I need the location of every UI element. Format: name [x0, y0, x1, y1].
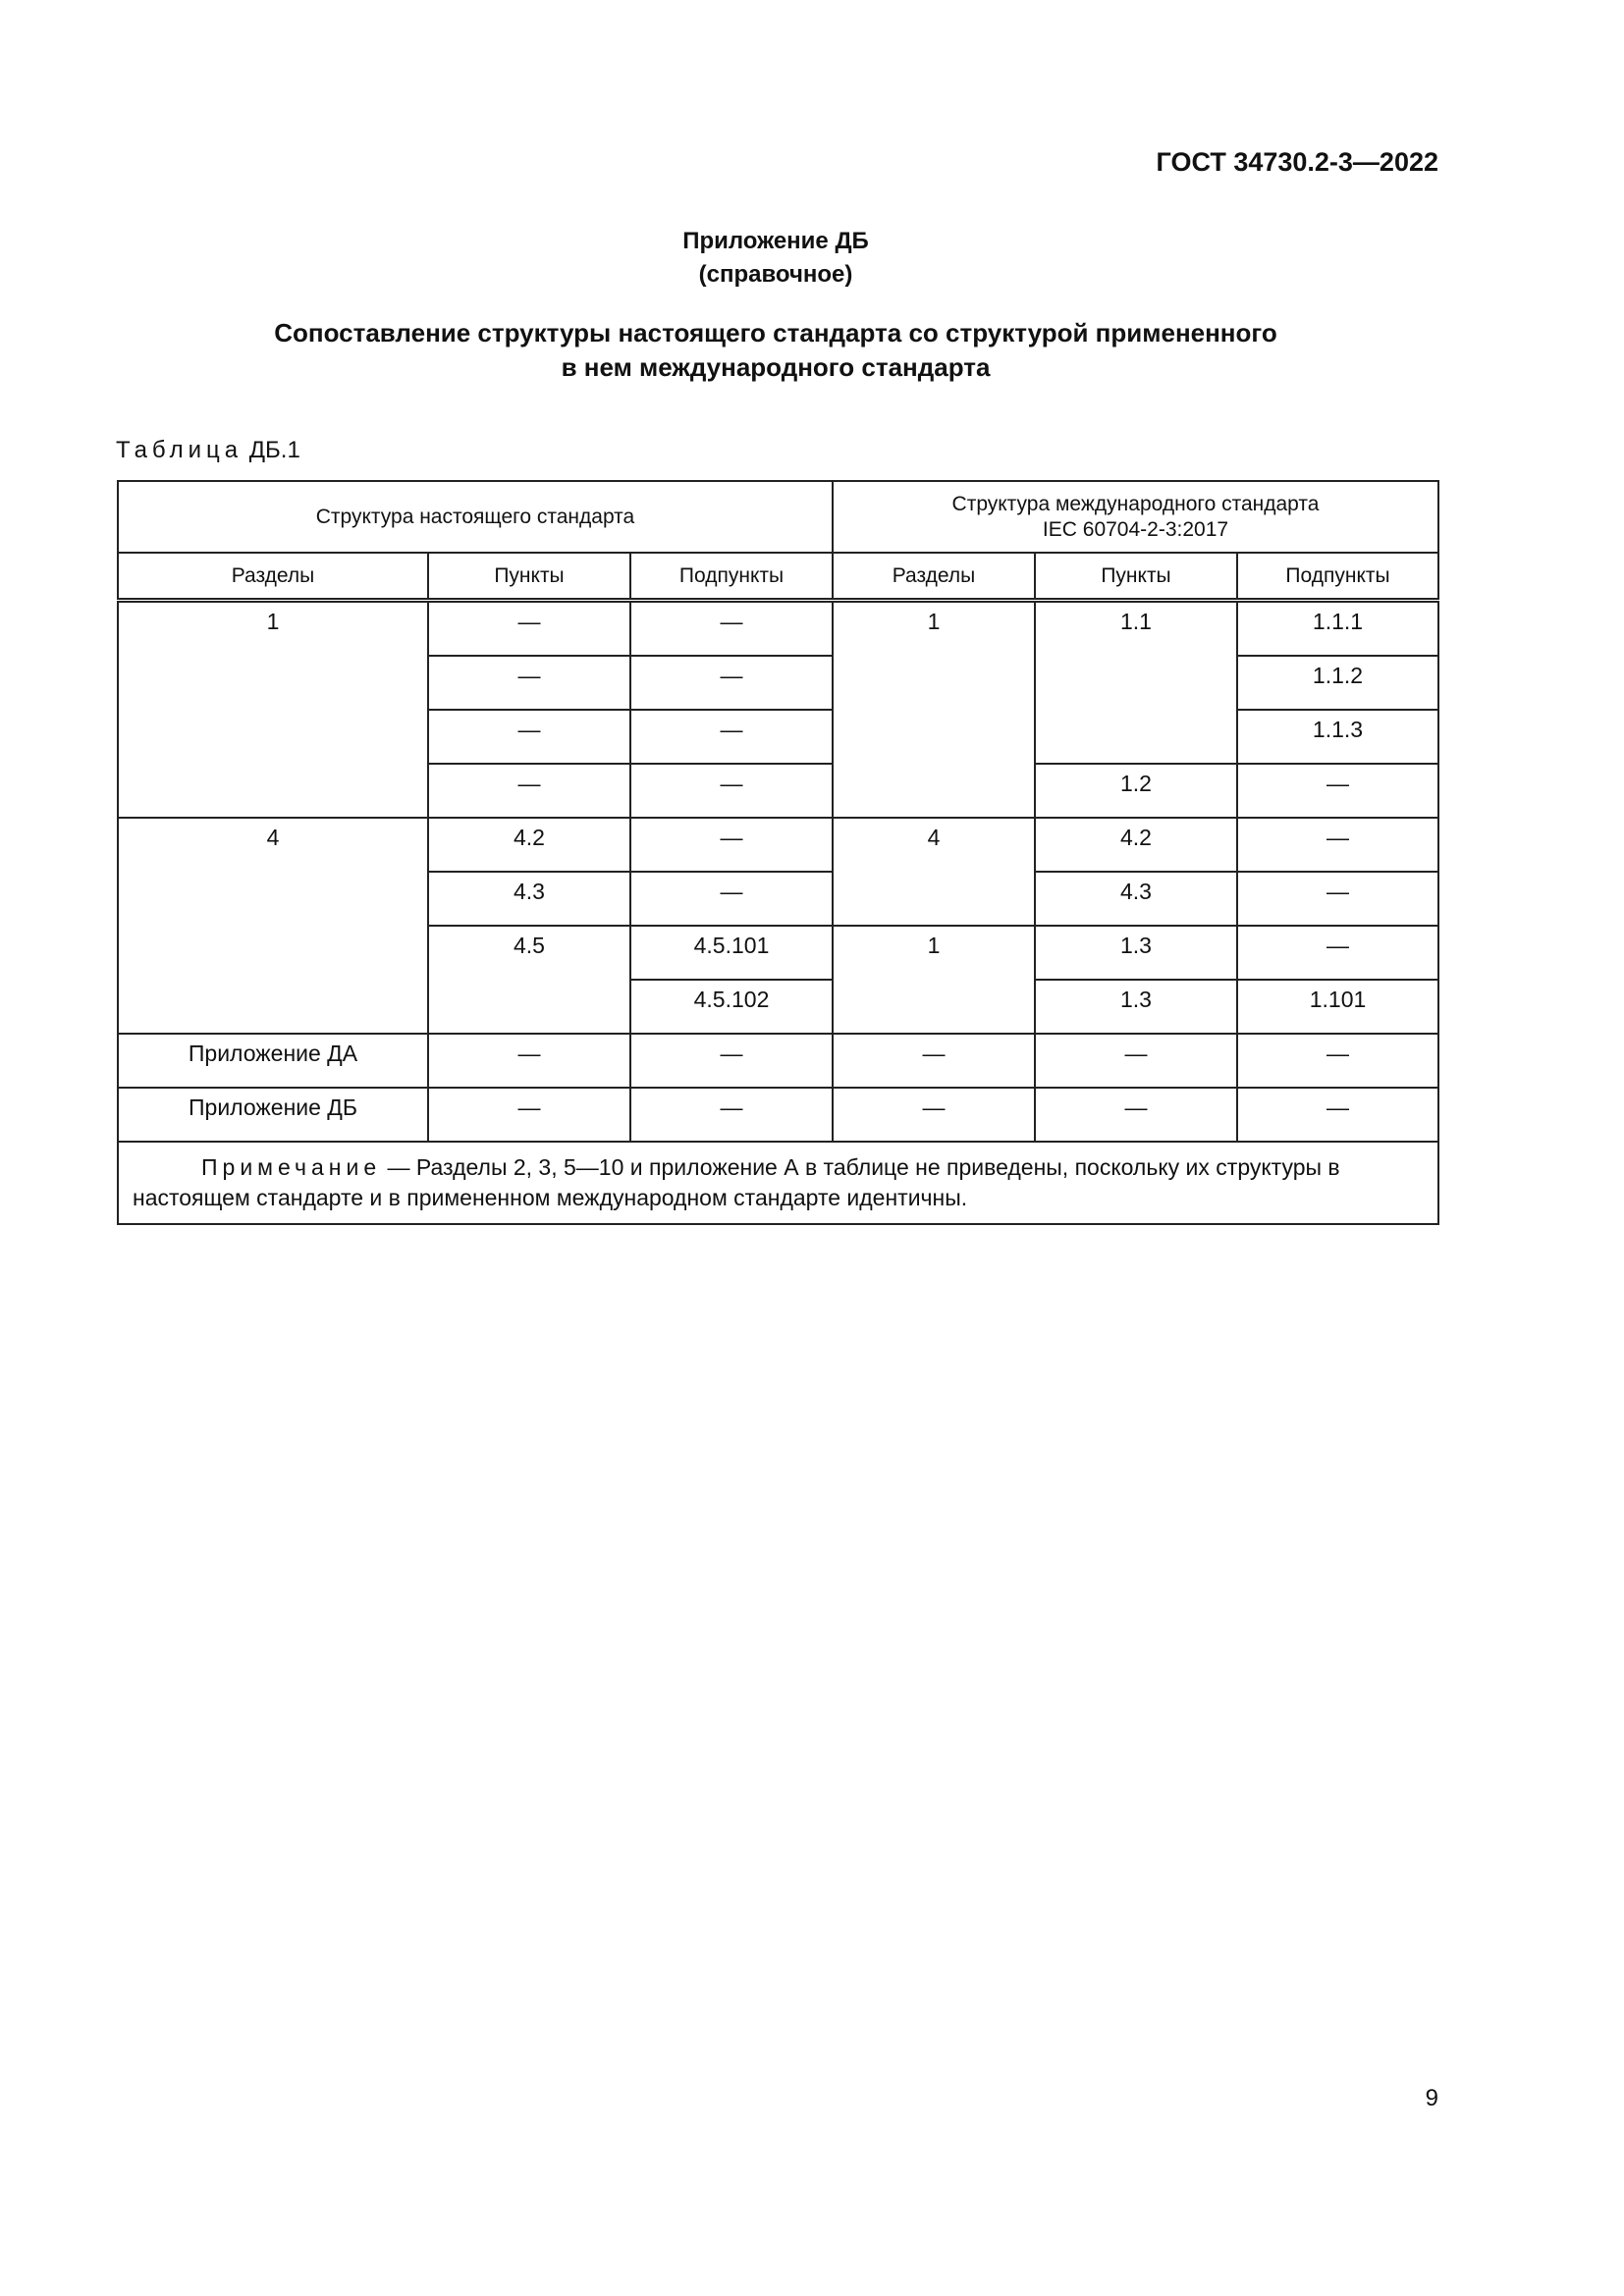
- table-cell: —: [1035, 1034, 1237, 1088]
- international-header-line-1: Структура международного стандарта: [951, 492, 1320, 515]
- table-cell: 1: [833, 926, 1035, 1034]
- table-cell: —: [630, 656, 833, 710]
- table-cell: 1.1: [1035, 601, 1237, 765]
- comparison-table: [117, 480, 1439, 1225]
- table-row: [118, 1088, 1438, 1142]
- table-cell: Приложение ДА: [118, 1034, 428, 1088]
- table-cell: —: [428, 1034, 630, 1088]
- table-cell: —: [1237, 872, 1438, 926]
- document-title-line-1: Сопоставление структуры настоящего стандарта со структурой примененного: [274, 318, 1277, 347]
- table-cell: —: [1237, 764, 1438, 818]
- table-caption-id: ДБ.1: [248, 437, 300, 463]
- table-cell: 1.2: [1035, 764, 1237, 818]
- table-cell: —: [630, 601, 833, 657]
- document-title-line-2: в нем международного стандарта: [561, 352, 991, 382]
- column-header: Разделы: [833, 553, 1035, 601]
- table-cell: —: [630, 1034, 833, 1088]
- page-number: 9: [1425, 2085, 1438, 2111]
- table-cell: —: [630, 710, 833, 764]
- table-caption: [116, 437, 300, 464]
- table-row: [118, 818, 1438, 872]
- annex-heading: [0, 225, 1551, 292]
- national-structure-header: Структура настоящего стандарта: [118, 481, 833, 553]
- table-cell: 4.2: [1035, 818, 1237, 872]
- international-structure-header: [833, 481, 1438, 553]
- column-header: Пункты: [1035, 553, 1237, 601]
- annex-status: (справочное): [698, 261, 853, 288]
- table-cell: 4.3: [428, 872, 630, 926]
- international-header-line-2: IEC 60704-2-3:2017: [1042, 517, 1229, 541]
- table-cell: —: [1237, 1088, 1438, 1142]
- column-header: Пункты: [428, 553, 630, 601]
- table-cell: —: [428, 656, 630, 710]
- table-cell: —: [630, 764, 833, 818]
- table-cell: 1: [118, 601, 428, 819]
- table-cell: 1.101: [1237, 980, 1438, 1034]
- table-caption-word: Таблица: [116, 437, 244, 463]
- table-cell: 1.3: [1035, 980, 1237, 1034]
- table-cell: —: [428, 710, 630, 764]
- table-note: [118, 1142, 1438, 1224]
- column-header: Подпункты: [630, 553, 833, 601]
- table-cell: 4: [833, 818, 1035, 926]
- table-cell: —: [1237, 926, 1438, 980]
- table-cell: 4.5.101: [630, 926, 833, 980]
- table-cell: 4.2: [428, 818, 630, 872]
- table-cell: 1.1.2: [1237, 656, 1438, 710]
- table-cell: 4.5: [428, 926, 630, 1034]
- column-header: Разделы: [118, 553, 428, 601]
- table-cell: —: [428, 764, 630, 818]
- table-cell: 4.3: [1035, 872, 1237, 926]
- table-cell: —: [428, 1088, 630, 1142]
- table-cell: —: [428, 601, 630, 657]
- table-cell: 4.5.102: [630, 980, 833, 1034]
- table-group-header-row: [118, 481, 1438, 553]
- table-column-header-row: [118, 553, 1438, 601]
- note-text: — Разделы 2, 3, 5—10 и приложение А в таблице не приведены, поскольку их структуры в настоящем стандарте и в примененном международном стандарте идентичны.: [133, 1154, 1340, 1210]
- table-cell: —: [630, 818, 833, 872]
- table-cell: 1.1.1: [1237, 601, 1438, 657]
- standard-code: ГОСТ 34730.2-3—2022: [1156, 147, 1438, 177]
- table-cell: —: [630, 1088, 833, 1142]
- table-cell: 1.3: [1035, 926, 1237, 980]
- table-row: [118, 1034, 1438, 1088]
- document-title: [0, 316, 1551, 385]
- table-note-row: [118, 1142, 1438, 1224]
- annex-title: Приложение ДБ: [682, 228, 869, 254]
- table-cell: —: [1035, 1088, 1237, 1142]
- table-cell: Приложение ДБ: [118, 1088, 428, 1142]
- note-label: Примечание: [201, 1154, 382, 1180]
- table-cell: 4: [118, 818, 428, 1034]
- table-cell: —: [1237, 1034, 1438, 1088]
- table-cell: —: [1237, 818, 1438, 872]
- table-cell: —: [833, 1088, 1035, 1142]
- table-cell: —: [833, 1034, 1035, 1088]
- column-header: Подпункты: [1237, 553, 1438, 601]
- table-cell: —: [630, 872, 833, 926]
- table-cell: 1: [833, 601, 1035, 819]
- table-row: [118, 601, 1438, 657]
- table-cell: 1.1.3: [1237, 710, 1438, 764]
